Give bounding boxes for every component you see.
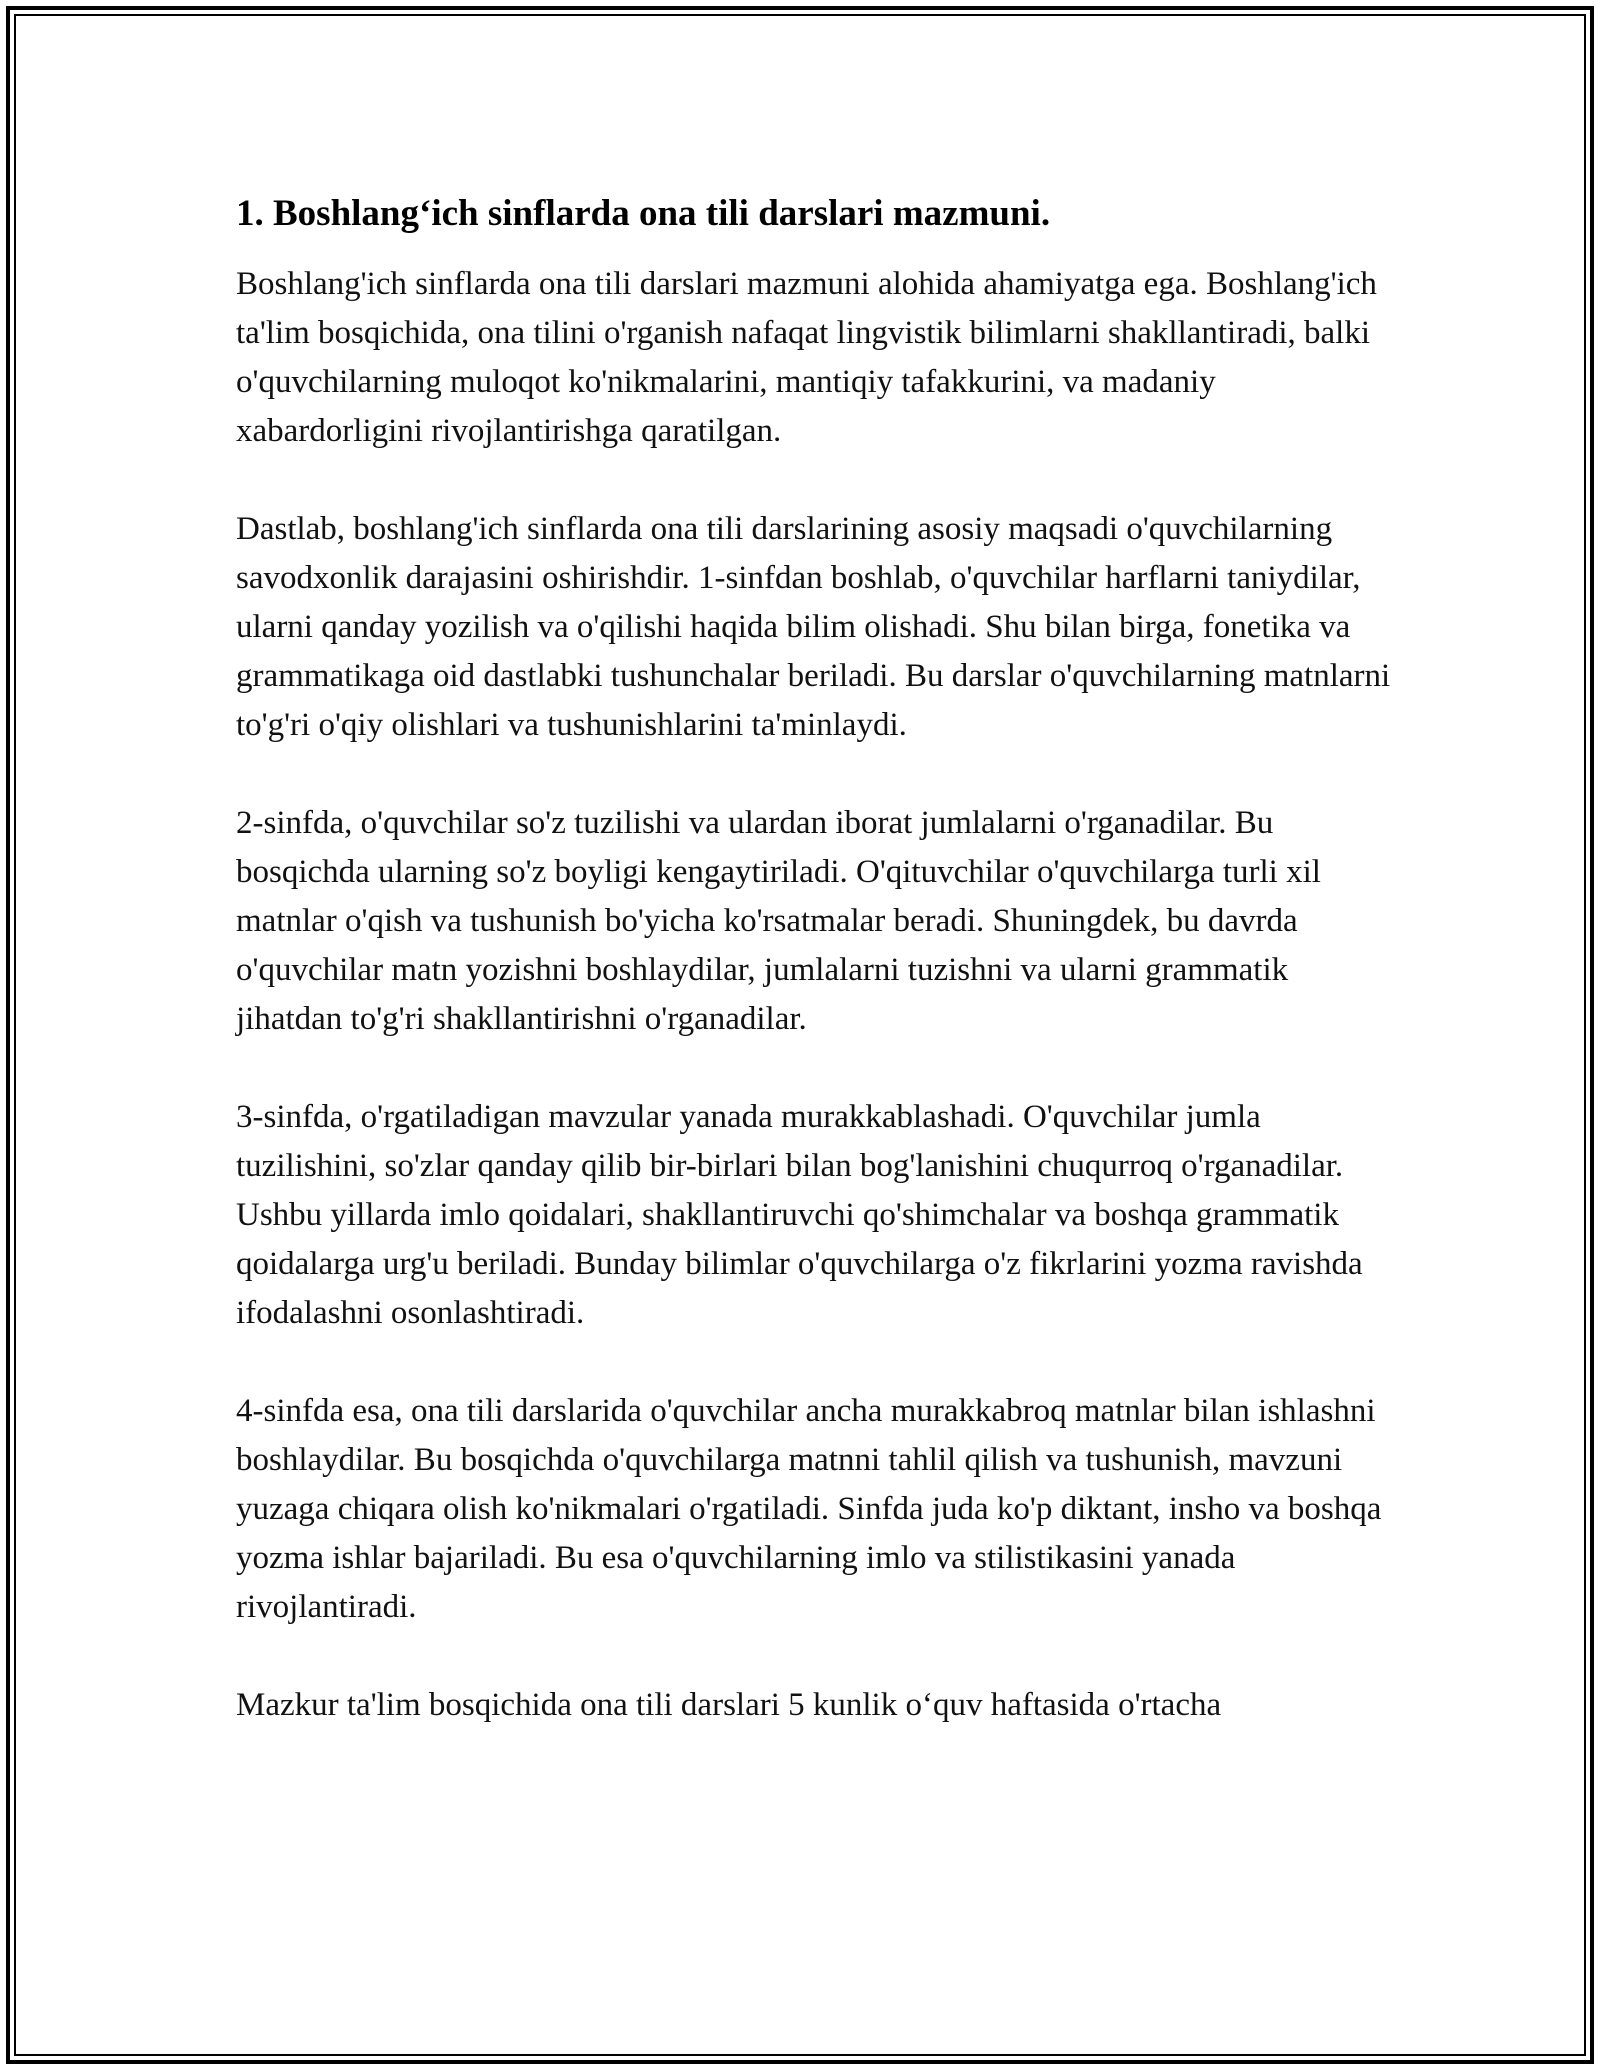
- paragraph-grade-3: 3-sinfda, o'rgatiladigan mavzular yanada murakkablashadi. O'quvchilar jumla tuzilishini, so'zlar qanday qilib bir-birlari bilan bog'lanishini chuqurroq o'rganadilar. Ushbu yillarda imlo qoidalari, shakllantiruvchi qo'shimchalar va boshqa grammatik qoidalarga urg'u beriladi. Bunday bilimlar o'quvchilarga o'z fikrlarini yozma ravishda ifodalashni osonlashtiradi.: [236, 1099, 1363, 1331]
- paragraph-grade-1: Dastlab, boshlang'ich sinflarda ona tili darslarining asosiy maqsadi o'quvchilarning savodxonlik darajasini oshirishdir. 1-sinfdan boshlab, o'quvchilar harflarni taniydilar, ularni qanday yozilish va o'qilishi haqida bilim olishadi. Shu bilan birga, fonetika va grammatikaga oid dastlabki tushunchalar beriladi. Bu darslar o'quvchilarning matnlarni to'g'ri o'qiy olishlari va tushunishlarini ta'minlaydi.: [236, 511, 1391, 743]
- paragraph-intro: Boshlang'ich sinflarda ona tili darslari mazmuni alohida ahamiyatga ega. Boshlang'ich ta'lim bosqichida, ona tilini o'rganish nafaqat lingvistik bilimlarni shakllantiradi, balki o'quvchilarning muloqot ko'nikmalarini, mantiqiy tafakkurini, va madaniy xabardorligini rivojlantirishga qaratilgan.: [236, 266, 1377, 449]
- paragraph-schedule: Mazkur ta'lim bosqichida ona tili darslari 5 kunlik o‘quv haftasida o'rtacha: [236, 1687, 1222, 1723]
- paragraph-grade-4: 4-sinfda esa, ona tili darslarida o'quvchilar ancha murakkabroq matnlar bilan ishlashni boshlaydilar. Bu bosqichda o'quvchilarga matnni tahlil qilish va tushunish, mavzuni yuzaga chiqara olish ko'nikmalari o'rgatiladi. Sinfda juda ko'p diktant, insho va boshqa yozma ishlar bajariladi. Bu esa o'quvchilarning imlo va stilistikasini yanada rivojlantiradi.: [236, 1393, 1382, 1625]
- section-heading: 1. Boshlang‘ich sinflarda ona tili darslari mazmuni.: [236, 193, 1051, 234]
- paragraph-grade-2: 2-sinfda, o'quvchilar so'z tuzilishi va ulardan iborat jumlalarni o'rganadilar. Bu bosqichda ularning so'z boyligi kengaytiriladi. O'qituvchilar o'quvchilarga turli xil matnlar o'qish va tushunish bo'yicha ko'rsatmalar beradi. Shuningdek, bu davrda o'quvchilar matn yozishni boshlaydilar, jumlalarni tuzishni va ularni grammatik jihatdan to'g'ri shakllantirishni o'rganadilar.: [236, 805, 1321, 1037]
- document-body: [236, 190, 1396, 1779]
